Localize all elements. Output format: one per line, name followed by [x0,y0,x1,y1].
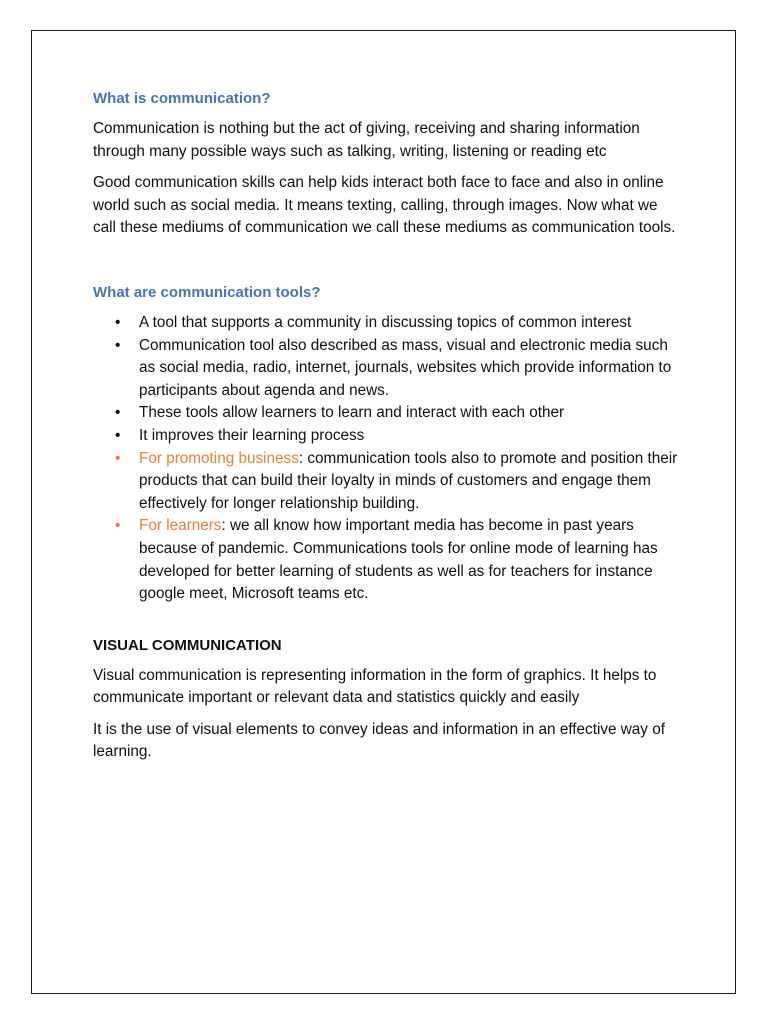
document-body [93,88,683,773]
heading-visual-communication: VISUAL COMMUNICATION [93,636,282,654]
list-item-text: : communication tools also to promote and position their products that can build their loyalty in minds of customers and engage them effectively for longer relationship building. [139,449,678,512]
communication-tools-list [93,312,683,606]
highlight-for-promoting-business: For promoting business [139,449,299,467]
bullet-icon: • [115,426,121,444]
list-item [93,448,683,516]
list-item-text: It improves their learning process [139,426,365,444]
paragraph-communication-definition: Communication is nothing but the act of giving, receiving and sharing information through many possible ways such as talking, writing, listening or reading etc [93,120,640,160]
paragraph-visual-elements: It is the use of visual elements to convey ideas and information in an effective way of learning. [93,720,665,761]
bullet-icon: • [115,404,121,422]
list-item [93,312,683,335]
heading-what-is-communication: What is communication? [93,90,271,107]
list-item-text: : we all know how important media has become in past years because of pandemic. Communications tools for online mode of learning has developed for better learning of students as well as for teachers for instance google meet, Microsoft teams etc. [139,517,658,603]
list-item [93,335,683,403]
bullet-icon: • [115,336,121,354]
paragraph-communication-skills: Good communication skills can help kids interact both face to face and also in online world such as social media. It means texting, calling, through images. Now what we call these mediums of communication we call these mediums as communication tools. [93,174,676,237]
list-item [93,425,683,448]
list-item [93,515,683,605]
list-item-text: Communication tool also described as mass, visual and electronic media such as social media, radio, internet, journals, websites which provide information to participants about agenda and news. [139,336,672,399]
bullet-icon: • [115,449,121,467]
bullet-icon: • [115,517,121,535]
list-item-text: These tools allow learners to learn and interact with each other [139,404,565,422]
list-item-text: A tool that supports a community in discussing topics of common interest [139,313,632,331]
bullet-icon: • [115,313,121,331]
highlight-for-learners: For learners [139,517,222,535]
list-item [93,402,683,425]
paragraph-visual-communication-definition: Visual communication is representing information in the form of graphics. It helps to communicate important or relevant data and statistics quickly and easily [93,666,657,707]
heading-communication-tools: What are communication tools? [93,283,321,301]
